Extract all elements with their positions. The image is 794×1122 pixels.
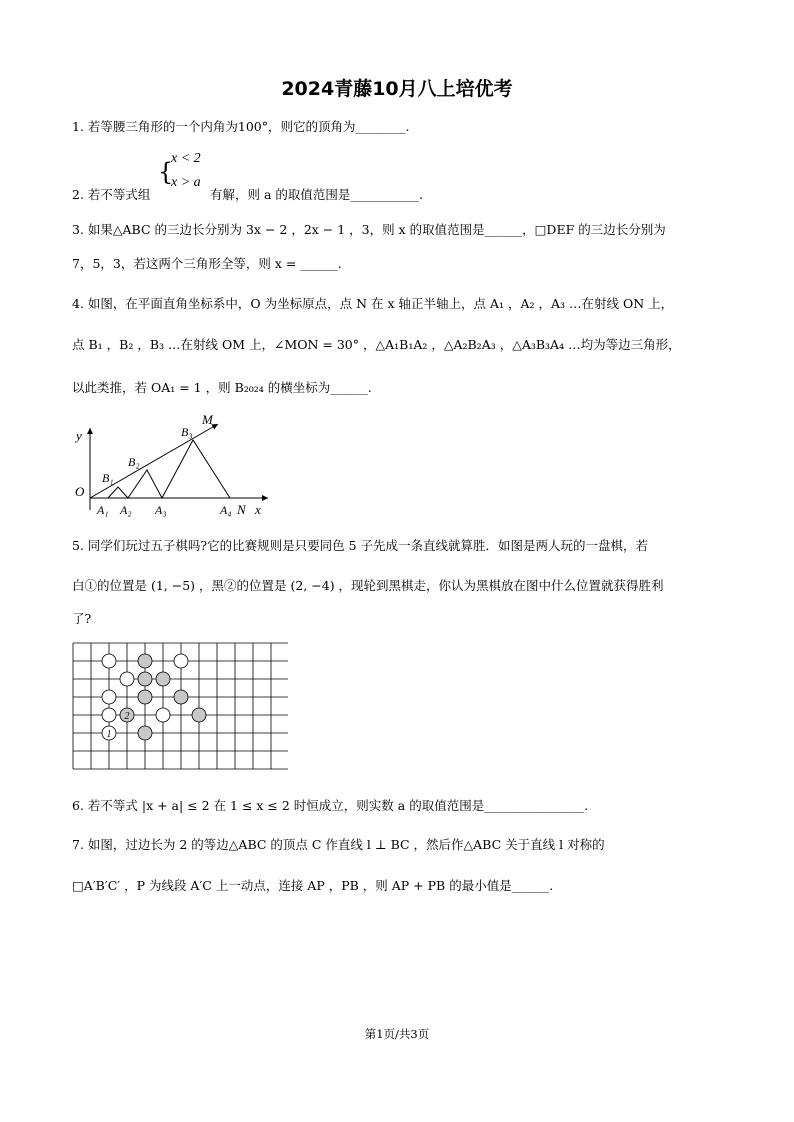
label-n: N bbox=[237, 502, 246, 517]
black-stone-label: 2 bbox=[124, 711, 130, 722]
white-stone bbox=[102, 690, 116, 704]
black-stone bbox=[138, 654, 152, 668]
triangle-3 bbox=[162, 440, 230, 498]
label-a2: A₂ bbox=[120, 503, 132, 517]
white-stone-label: 1 bbox=[106, 729, 112, 740]
white-stone bbox=[120, 672, 134, 686]
equilateral-triangles-figure bbox=[70, 410, 280, 520]
page-footer: 第1页/共3页 bbox=[364, 1027, 430, 1041]
label-b2: B₂ bbox=[128, 455, 140, 469]
label-a1: A₁ bbox=[97, 503, 109, 517]
label-b3: B₃ bbox=[181, 425, 193, 439]
black-stone bbox=[138, 672, 152, 686]
question-3-line-2: 7，5，3，若这两个三角形全等，则 x = ______. bbox=[72, 256, 342, 271]
white-stone bbox=[102, 654, 116, 668]
triangle-1 bbox=[108, 487, 128, 498]
triangle-2 bbox=[128, 470, 162, 498]
label-o: O bbox=[75, 484, 85, 499]
question-2-prefix: 2. 若不等式组 bbox=[72, 187, 151, 202]
brace-symbol: { bbox=[158, 158, 174, 186]
question-7-line-1: 7. 如图，过边长为 2 的等边△ABC 的顶点 C 作直线 l ⊥ BC ，然后作△ABC 关于直线 l 对称的 bbox=[72, 837, 605, 852]
question-1: 1. 若等腰三角形的一个内角为100°，则它的顶角为________. bbox=[72, 119, 410, 134]
question-4-line-3: 以此类推，若 OA₁ = 1 ，则 B₂₀₂₄ 的横坐标为______. bbox=[72, 380, 372, 395]
label-a3: A₃ bbox=[155, 503, 167, 517]
question-5-line-3: 了? bbox=[72, 611, 92, 626]
gomoku-board bbox=[72, 642, 288, 770]
ray-om bbox=[90, 424, 218, 498]
question-5-line-1: 5. 同学们玩过五子棋吗?它的比赛规则是只要同色 5 子先成一条直线就算胜．如图是两人玩的一盘棋，若 bbox=[72, 538, 649, 553]
label-a4: A₄ bbox=[220, 503, 232, 517]
white-stone bbox=[174, 654, 188, 668]
white-stone bbox=[156, 708, 170, 722]
inequality-1: x < 2 bbox=[171, 151, 201, 166]
white-stone bbox=[102, 708, 116, 722]
question-5-line-2: 白①的位置是 (1, −5) ，黑②的位置是 (2, −4) ，现轮到黑棋走，你认为黑棋放在图中什么位置就获得胜利 bbox=[72, 578, 664, 593]
black-stone bbox=[138, 690, 152, 704]
question-7-line-2: □A′B′C′ ，P 为线段 A′C 上一动点，连接 AP ，PB ，则 AP + PB 的最小值是______. bbox=[72, 878, 554, 893]
black-stone bbox=[156, 672, 170, 686]
page-title: 2024青藤10月八上培优考 bbox=[281, 78, 513, 100]
question-4-line-2: 点 B₁ ，B₂ ，B₃ …在射线 OM 上，∠MON = 30° ，△A₁B₁A₂ ，△A₂B₂A₃ ，△A₃B₃A₄ …均为等边三角形， bbox=[72, 337, 681, 352]
question-2-suffix: 有解，则 a 的取值范围是___________. bbox=[210, 187, 424, 202]
black-stone bbox=[138, 726, 152, 740]
label-b1: B₁ bbox=[102, 471, 114, 485]
black-stone bbox=[192, 708, 206, 722]
label-x: x bbox=[255, 502, 261, 517]
label-m: M bbox=[202, 412, 213, 427]
inequality-2: x > a bbox=[171, 175, 201, 190]
question-3-line-1: 3. 如果△ABC 的三边长分别为 3x − 2 ，2x − 1 ，3，则 x 的取值范围是______，□DEF 的三边长分别为 bbox=[72, 222, 666, 237]
question-4-line-1: 4. 如图，在平面直角坐标系中，O 为坐标原点，点 N 在 x 轴正半轴上，点 A₁ ，A₂ ，A₃ …在射线 ON 上， bbox=[72, 296, 674, 311]
black-stone bbox=[174, 690, 188, 704]
question-6: 6. 若不等式 |x + a| ≤ 2 在 1 ≤ x ≤ 2 时恒成立，则实数 a 的取值范围是________________. bbox=[72, 798, 589, 813]
label-y: y bbox=[76, 428, 82, 443]
